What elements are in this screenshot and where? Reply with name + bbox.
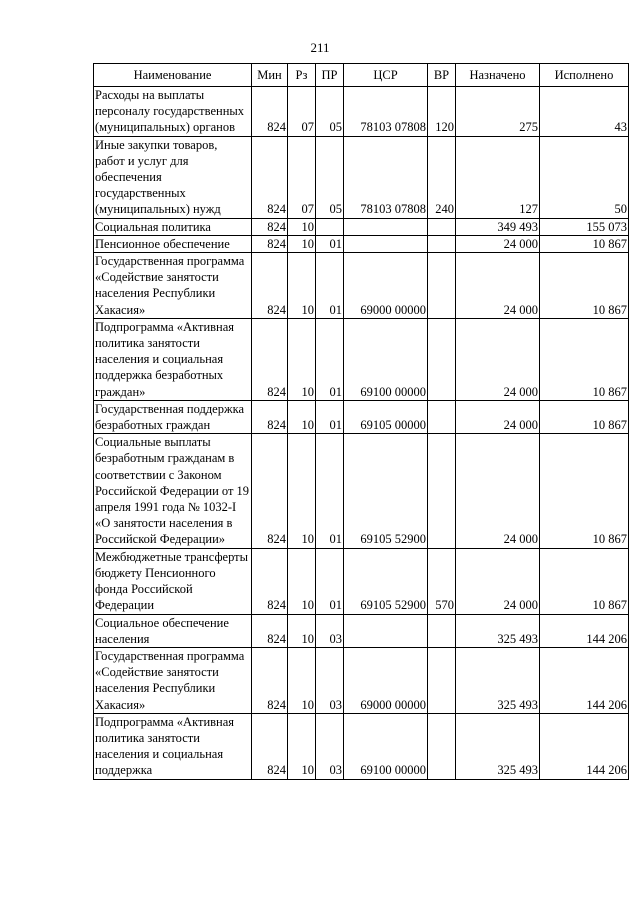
cell-executed: 144 206 — [540, 713, 629, 779]
table-row — [94, 614, 629, 647]
table-row — [94, 318, 629, 400]
cell-executed: 10 867 — [540, 253, 629, 319]
cell-vr — [428, 434, 456, 548]
cell-min: 824 — [252, 136, 288, 218]
cell-name: Социальная политика — [94, 218, 252, 235]
cell-assigned: 24 000 — [456, 235, 540, 252]
table-row — [94, 235, 629, 252]
cell-name: Пенсионное обеспечение — [94, 235, 252, 252]
cell-rz: 10 — [288, 318, 316, 400]
cell-rz: 10 — [288, 614, 316, 647]
cell-executed: 144 206 — [540, 614, 629, 647]
cell-executed: 10 867 — [540, 400, 629, 433]
cell-executed: 10 867 — [540, 548, 629, 614]
cell-rz: 10 — [288, 647, 316, 713]
cell-executed: 155 073 — [540, 218, 629, 235]
header-min: Мин — [252, 64, 288, 87]
cell-min: 824 — [252, 614, 288, 647]
cell-csr — [344, 235, 428, 252]
table-header-row — [94, 64, 629, 87]
cell-pr: 05 — [316, 87, 344, 137]
cell-pr: 01 — [316, 400, 344, 433]
cell-pr: 01 — [316, 434, 344, 548]
cell-assigned: 325 493 — [456, 647, 540, 713]
table-row — [94, 136, 629, 218]
cell-min: 824 — [252, 218, 288, 235]
cell-name: Государственная программа «Содействие занятости населения Республики Хакасия» — [94, 253, 252, 319]
cell-executed: 10 867 — [540, 235, 629, 252]
cell-min: 824 — [252, 235, 288, 252]
cell-rz: 10 — [288, 218, 316, 235]
cell-pr: 03 — [316, 614, 344, 647]
cell-pr: 01 — [316, 253, 344, 319]
cell-executed: 144 206 — [540, 647, 629, 713]
table-row — [94, 548, 629, 614]
budget-table — [93, 63, 629, 780]
cell-vr — [428, 713, 456, 779]
cell-rz: 07 — [288, 87, 316, 137]
cell-min: 824 — [252, 318, 288, 400]
cell-pr: 03 — [316, 647, 344, 713]
cell-min: 824 — [252, 400, 288, 433]
cell-min: 824 — [252, 647, 288, 713]
cell-csr: 69100 00000 — [344, 318, 428, 400]
header-pr: ПР — [316, 64, 344, 87]
cell-name: Подпрограмма «Активная политика занятости населения и социальная поддержка — [94, 713, 252, 779]
cell-csr: 78103 07808 — [344, 87, 428, 137]
cell-name: Государственная поддержка безработных граждан — [94, 400, 252, 433]
cell-name: Социальное обеспечение населения — [94, 614, 252, 647]
cell-pr: 01 — [316, 318, 344, 400]
cell-vr: 120 — [428, 87, 456, 137]
table-row — [94, 253, 629, 319]
cell-rz: 07 — [288, 136, 316, 218]
cell-csr — [344, 614, 428, 647]
cell-executed: 50 — [540, 136, 629, 218]
cell-pr: 01 — [316, 548, 344, 614]
table-row — [94, 434, 629, 548]
cell-rz: 10 — [288, 713, 316, 779]
cell-assigned: 24 000 — [456, 400, 540, 433]
cell-csr — [344, 218, 428, 235]
cell-assigned: 24 000 — [456, 318, 540, 400]
cell-name: Расходы на выплаты персоналу государственных (муниципальных) органов — [94, 87, 252, 137]
cell-pr: 03 — [316, 713, 344, 779]
cell-rz: 10 — [288, 235, 316, 252]
cell-min: 824 — [252, 713, 288, 779]
cell-pr: 01 — [316, 235, 344, 252]
cell-pr — [316, 218, 344, 235]
cell-vr — [428, 253, 456, 319]
cell-rz: 10 — [288, 400, 316, 433]
cell-csr: 69100 00000 — [344, 713, 428, 779]
header-vr: ВР — [428, 64, 456, 87]
cell-name: Иные закупки товаров, работ и услуг для обеспечения государственных (муниципальных) нужд — [94, 136, 252, 218]
cell-name: Социальные выплаты безработным гражданам в соответствии с Законом Российской Федерации от 19 апреля 1991 года № 1032-I «О занятости населения в Российской Федерации» — [94, 434, 252, 548]
cell-csr: 78103 07808 — [344, 136, 428, 218]
cell-vr — [428, 400, 456, 433]
cell-assigned: 275 — [456, 87, 540, 137]
cell-csr: 69000 00000 — [344, 253, 428, 319]
cell-rz: 10 — [288, 548, 316, 614]
cell-min: 824 — [252, 253, 288, 319]
table-row — [94, 218, 629, 235]
cell-vr — [428, 318, 456, 400]
page-number: 211 — [310, 40, 330, 55]
cell-assigned: 24 000 — [456, 253, 540, 319]
cell-name: Государственная программа «Содействие занятости населения Республики Хакасия» — [94, 647, 252, 713]
cell-executed: 10 867 — [540, 318, 629, 400]
table-row — [94, 87, 629, 137]
cell-executed: 10 867 — [540, 434, 629, 548]
cell-assigned: 349 493 — [456, 218, 540, 235]
table-row — [94, 400, 629, 433]
cell-min: 824 — [252, 548, 288, 614]
table-row — [94, 647, 629, 713]
table-row — [94, 713, 629, 779]
cell-csr: 69105 00000 — [344, 400, 428, 433]
cell-csr: 69105 52900 — [344, 548, 428, 614]
cell-min: 824 — [252, 87, 288, 137]
cell-pr: 05 — [316, 136, 344, 218]
cell-name: Подпрограмма «Активная политика занятости населения и социальная поддержка безработных граждан» — [94, 318, 252, 400]
cell-name: Межбюджетные трансферты бюджету Пенсионного фонда Российской Федерации — [94, 548, 252, 614]
header-rz: Рз — [288, 64, 316, 87]
cell-assigned: 24 000 — [456, 548, 540, 614]
header-name: Наименование — [94, 64, 252, 87]
cell-executed: 43 — [540, 87, 629, 137]
header-csr: ЦСР — [344, 64, 428, 87]
cell-vr — [428, 235, 456, 252]
cell-csr: 69105 52900 — [344, 434, 428, 548]
cell-vr: 240 — [428, 136, 456, 218]
cell-assigned: 127 — [456, 136, 540, 218]
cell-rz: 10 — [288, 434, 316, 548]
cell-vr — [428, 647, 456, 713]
cell-rz: 10 — [288, 253, 316, 319]
cell-assigned: 24 000 — [456, 434, 540, 548]
cell-vr: 570 — [428, 548, 456, 614]
cell-csr: 69000 00000 — [344, 647, 428, 713]
header-executed: Исполнено — [540, 64, 629, 87]
cell-assigned: 325 493 — [456, 614, 540, 647]
cell-vr — [428, 218, 456, 235]
cell-assigned: 325 493 — [456, 713, 540, 779]
cell-vr — [428, 614, 456, 647]
cell-min: 824 — [252, 434, 288, 548]
header-assigned: Назначено — [456, 64, 540, 87]
